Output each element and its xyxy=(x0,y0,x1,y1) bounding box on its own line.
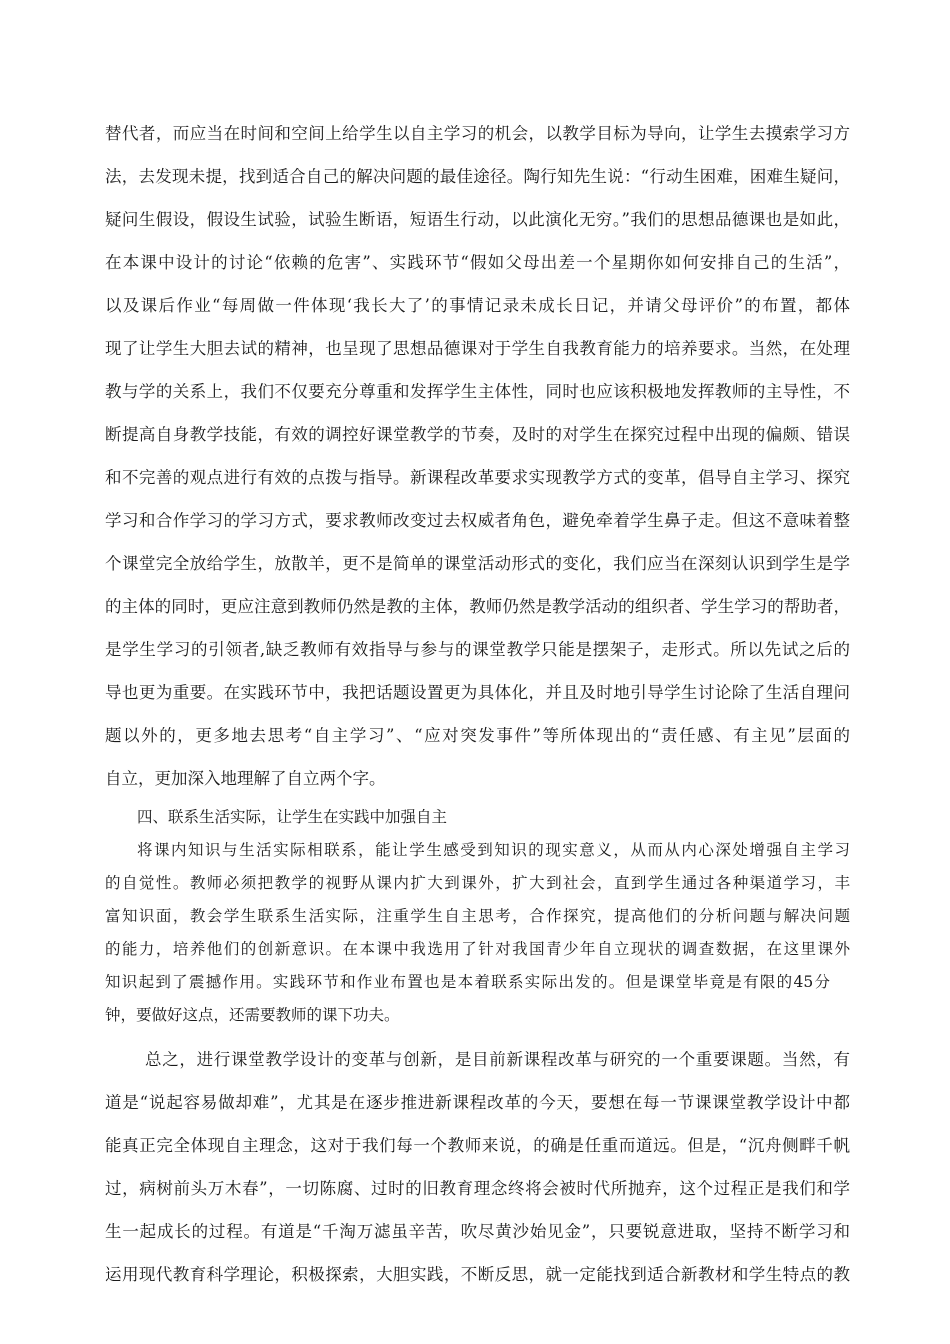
paragraph1-line: 替代者，而应当在时间和空间上给学生以自主学习的机会，以教学目标为导向，让学生去摸索学习方 xyxy=(105,124,850,143)
paragraph1-line: 个课堂完全放给学生，放散羊，更不是简单的课堂活动形式的变化，我们应当在深刻认识到学生是学 xyxy=(105,554,850,573)
conclusion-line: 过，病树前头万木春”，一切陈腐、过时的旧教育理念终将会被时代所抛弃，这个过程正是我们和学 xyxy=(105,1179,850,1198)
paragraph1-line: 和不完善的观点进行有效的点拨与指导。新课程改革要求实现教学方式的变革，倡导自主学习、探究 xyxy=(105,468,850,487)
paragraph1-line: 题以外的，更多地去思考“自主学习”、“应对突发事件”等所体现出的“责任感、有主见”层面的 xyxy=(105,726,850,745)
conclusion-line: 能真正完全体现自主理念，这对于我们每一个教师来说，的确是任重而道远。但是，“沉舟侧畔千帆 xyxy=(105,1136,850,1155)
paragraph1-line: 导也更为重要。在实践环节中，我把话题设置更为具体化，并且及时地引导学生讨论除了生活自理问 xyxy=(105,683,850,702)
section4-line: 钟，要做好这点，还需要教师的课下功夫。 xyxy=(105,1006,400,1024)
conclusion-line: 道是“说起容易做却难”，尤其是在逐步推进新课程改革的今天，要想在每一节课课堂教学设计中都 xyxy=(105,1093,850,1112)
conclusion-line: 总之，进行课堂教学设计的变革与创新，是目前新课程改革与研究的一个重要课题。当然，有 xyxy=(145,1050,850,1069)
paragraph1-line: 自立，更加深入地理解了自立两个字。 xyxy=(105,769,386,788)
paragraph1-line: 断提高自身教学技能，有效的调控好课堂教学的节奏，及时的对学生在探究过程中出现的偏颇、错误 xyxy=(105,425,850,444)
paragraph1-line: 教与学的关系上，我们不仅要充分尊重和发挥学生主体性，同时也应该积极地发挥教师的主导性，不 xyxy=(105,382,850,401)
paragraph1-line: 学习和合作学习的学习方式，要求教师改变过去权威者角色，避免牵着学生鼻子走。但这不意味着整 xyxy=(105,511,850,530)
conclusion-line: 运用现代教育科学理论，积极探索，大胆实践，不断反思，就一定能找到适合新教材和学生特点的教 xyxy=(105,1265,850,1284)
section4-line: 将课内知识与生活实际相联系，能让学生感受到知识的现实意义，从而从内心深处增强自主学习 xyxy=(137,841,850,859)
section-heading: 四、联系生活实际，让学生在实践中加强自主 xyxy=(137,808,448,826)
conclusion-line: 生一起成长的过程。有道是“千淘万滤虽辛苦，吹尽黄沙始见金”，只要锐意进取，坚持不断学习和 xyxy=(105,1222,850,1241)
paragraph1-line: 的主体的同时，更应注意到教师仍然是教的主体，教师仍然是教学活动的组织者、学生学习的帮助者， xyxy=(105,597,850,616)
paragraph1-line: 在本课中设计的讨论“依赖的危害”、实践环节“假如父母出差一个星期你如何安排自己的生活”， xyxy=(105,253,850,272)
paragraph1-line: 法，去发现未提，找到适合自己的解决问题的最佳途径。陶行知先生说：“行动生困难，困难生疑问， xyxy=(105,167,850,186)
section4-line: 的能力，培养他们的创新意识。在本课中我选用了针对我国青少年自立现状的调查数据，在这里课外 xyxy=(105,940,850,958)
section4-line: 的自觉性。教师必须把教学的视野从课内扩大到课外，扩大到社会，直到学生通过各种渠道学习，丰 xyxy=(105,874,850,892)
paragraph1-line: 以及课后作业“每周做一件体现‘我长大了’的事情记录未成长日记，并请父母评价”的布置，都体 xyxy=(105,296,850,315)
section4-line: 知识起到了震撼作用。实践环节和作业布置也是本着联系实际出发的。但是课堂毕竟是有限的45分 xyxy=(105,973,830,991)
section4-line: 富知识面，教会学生联系生活实际，注重学生自主思考，合作探究，提高他们的分析问题与解决问题 xyxy=(105,907,850,925)
paragraph1-line: 现了让学生大胆去试的精神，也呈现了思想品德课对于学生自我教育能力的培养要求。当然，在处理 xyxy=(105,339,850,358)
paragraph1-line: 是学生学习的引领者,缺乏教师有效指导与参与的课堂教学只能是摆架子，走形式。所以先试之后的 xyxy=(105,640,850,659)
paragraph1-line: 疑问生假设，假设生试验，试验生断语，短语生行动，以此演化无穷。”我们的思想品德课也是如此， xyxy=(105,210,850,229)
